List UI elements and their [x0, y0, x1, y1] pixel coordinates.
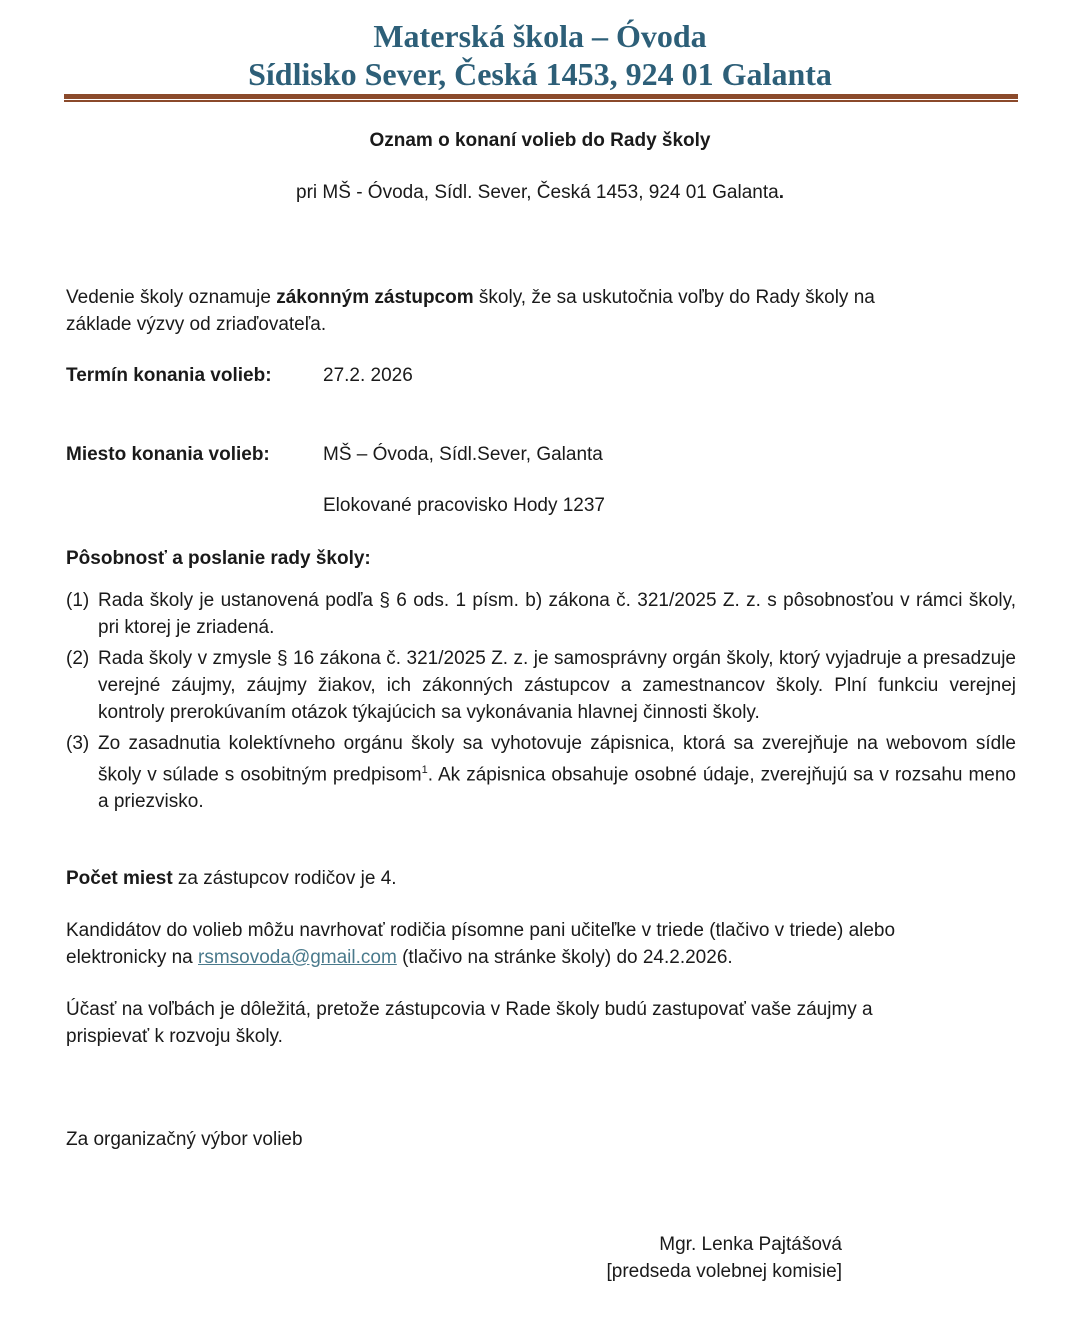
- list-item: [66, 587, 1016, 641]
- email-link[interactable]: rsmsovoda@gmail.com: [198, 947, 397, 968]
- footnote-marker: 1: [421, 764, 428, 776]
- notice-subtitle: pri MŠ - Óvoda, Sídl. Sever, Česká 1453, 924 01 Galanta.: [296, 182, 784, 203]
- term-value: 27.2. 2026: [323, 365, 413, 386]
- list-item-number: (1): [66, 590, 90, 611]
- candidates-line-1: Kandidátov do volieb môžu navrhovať rodičia písomne pani učiteľke v triede (tlačivo v triede) alebo: [66, 920, 896, 941]
- list-item-text: Rada školy v zmysle § 16 zákona č. 321/2025 Z. z. je samosprávny orgán školy, ktorý vyjadruje a presadzuje verejné záujmy, záujmy žiakov, ich zákonných zástupcov a zamestnancov školy. Plní funkciu verejnej kontroly prerokúvaním otázok týkajúcich sa vykonávania hlavnej činnosti školy.: [98, 648, 1016, 723]
- importance-line-2: prispievať k rozvoju školy.: [66, 1026, 283, 1047]
- place-value: MŠ – Óvoda, Sídl.Sever, Galanta: [323, 444, 603, 465]
- letterhead-address: Sídlisko Sever, Česká 1453, 924 01 Galanta: [248, 56, 832, 92]
- signature-name: Mgr. Lenka Pajtášová: [659, 1234, 842, 1255]
- place-value-secondary: Elokované pracovisko Hody 1237: [323, 495, 606, 516]
- place-label: Miesto konania volieb:: [66, 444, 270, 465]
- list-item-number: (2): [66, 648, 90, 669]
- seats-line: Počet miest za zástupcov rodičov je 4.: [66, 868, 397, 889]
- notice-title: Oznam o konaní volieb do Rady školy: [369, 130, 711, 151]
- list-item: [66, 730, 1016, 815]
- intro-line-1: Vedenie školy oznamuje zákonným zástupcom školy, že sa uskutočnia voľby do Rady školy na: [66, 287, 875, 308]
- letterhead-divider: [64, 94, 1018, 99]
- list-item-number: (3): [66, 733, 90, 754]
- letterhead-divider-thin: [64, 100, 1018, 102]
- candidates-line-2: elektronicky na rsmsovoda@gmail.com (tlačivo na stránke školy) do 24.2.2026.: [66, 947, 733, 968]
- signature-role: [predseda volebnej komisie]: [606, 1261, 842, 1282]
- committee-line: Za organizačný výbor volieb: [66, 1129, 303, 1150]
- mission-heading: Pôsobnosť a poslanie rady školy:: [66, 548, 371, 569]
- list-item-text: Rada školy je ustanovená podľa § 6 ods. 1 písm. b) zákona č. 321/2025 Z. z. s pôsobnosťou v rámci školy, pri ktorej je zriadená.: [98, 590, 1016, 638]
- term-label: Termín konania volieb:: [66, 365, 272, 386]
- letterhead-school-name: Materská škola – Óvoda: [373, 18, 707, 54]
- list-item-text: Zo zasadnutia kolektívneho orgánu školy sa vyhotovuje zápisnica, ktorá sa zverejňuje na webovom sídle školy v súlade s osobitným predpisom$^1$. Ak zápisnica obsahuje osobné údaje, zverejňujú sa v rozsahu meno a priezvisko.: [98, 733, 1016, 813]
- importance-line-1: Účasť na voľbách je dôležitá, pretože zástupcovia v Rade školy budú zastupovať vaše záujmy a: [66, 999, 873, 1020]
- intro-line-2: základe výzvy od zriaďovateľa.: [66, 314, 327, 335]
- list-item: [66, 645, 1016, 726]
